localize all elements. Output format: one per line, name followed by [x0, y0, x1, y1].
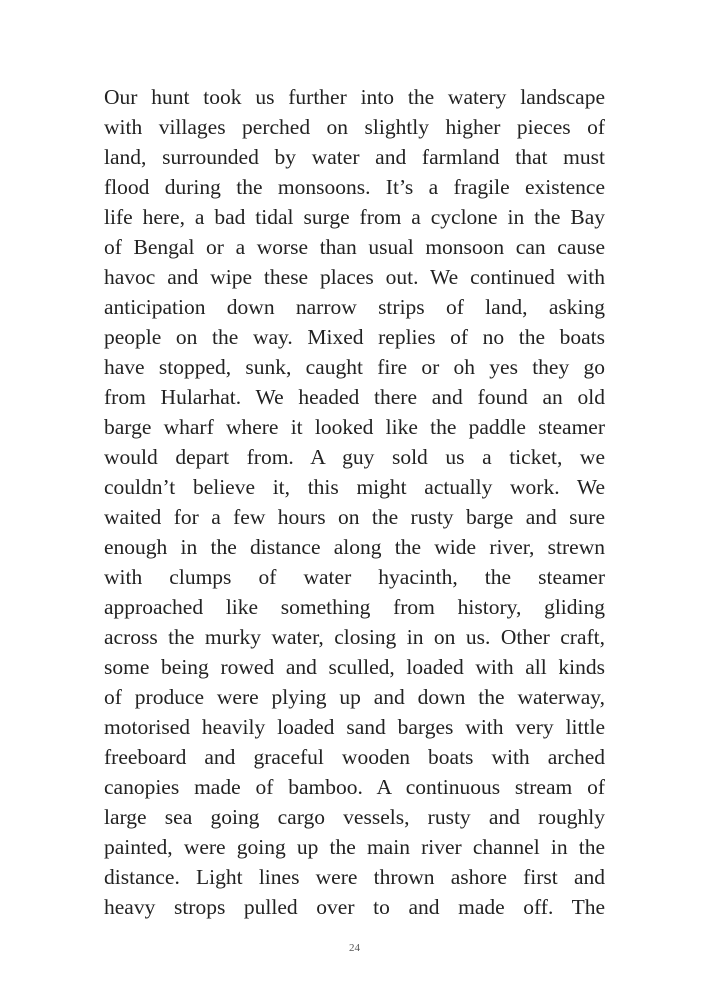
text-line: heavy strops pulled over to and made off. The	[104, 895, 605, 919]
text-line: distance. Light lines were thrown ashore first and	[104, 865, 605, 889]
text-line: of Bengal or a worse than usual monsoon can cause	[104, 235, 605, 259]
text-line: waited for a few hours on the rusty barge and sure	[104, 505, 605, 529]
text-line: from Hularhat. We headed there and found an old	[104, 385, 605, 409]
text-line: painted, were going up the main river channel in the	[104, 835, 605, 859]
text-line: enough in the distance along the wide river, strewn	[104, 535, 605, 559]
text-line: canopies made of bamboo. A continuous stream of	[104, 775, 605, 799]
text-line: barge wharf where it looked like the paddle steamer	[104, 415, 605, 439]
text-line: across the murky water, closing in on us. Other craft,	[104, 625, 605, 649]
text-line: with villages perched on slightly higher pieces of	[104, 115, 605, 139]
page-number: 24	[349, 942, 360, 954]
text-line: with clumps of water hyacinth, the steamer	[104, 565, 605, 589]
text-line: life here, a bad tidal surge from a cyclone in the Bay	[104, 205, 605, 229]
text-line: anticipation down narrow strips of land, asking	[104, 295, 605, 319]
text-line: some being rowed and sculled, loaded with all kinds	[104, 655, 605, 679]
text-line: of produce were plying up and down the waterway,	[104, 685, 605, 709]
text-line: couldn’t believe it, this might actually work. We	[104, 475, 605, 499]
text-line: freeboard and graceful wooden boats with arched	[104, 745, 605, 769]
text-line: havoc and wipe these places out. We continued with	[104, 265, 605, 289]
body-paragraph	[104, 82, 605, 922]
text-line: large sea going cargo vessels, rusty and roughly	[104, 805, 605, 829]
text-line: Our hunt took us further into the watery landscape	[104, 85, 605, 109]
text-line: have stopped, sunk, caught fire or oh yes they go	[104, 355, 605, 379]
text-line: flood during the monsoons. It’s a fragile existence	[104, 175, 605, 199]
text-line: motorised heavily loaded sand barges with very little	[104, 715, 605, 739]
text-line: would depart from. A guy sold us a ticket, we	[104, 445, 605, 469]
text-line: people on the way. Mixed replies of no the boats	[104, 325, 605, 349]
text-line: approached like something from history, gliding	[104, 595, 605, 619]
text-line: land, surrounded by water and farmland that must	[104, 145, 605, 169]
